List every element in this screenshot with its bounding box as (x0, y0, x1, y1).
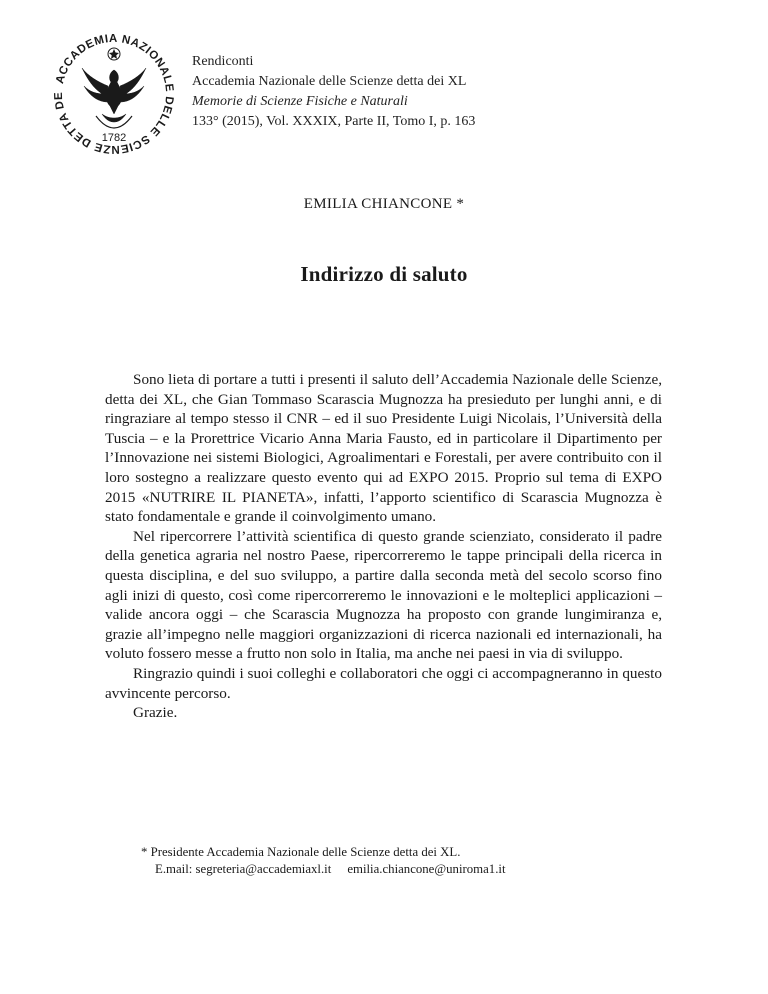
author-name: EMILIA CHIANCONE * (303, 196, 465, 212)
seal-year: 1782 (101, 132, 127, 144)
body-paragraph: Nel ripercorrere l’attività scientifica di questo grande scienziato, considerato il padre della genetica agraria nel nostro Paese, ripercorreremo le tappe principali della ricerca in questa disciplina, e del suo sviluppo, a partire dalla seconda metà del secolo scorso fino agli inizi di questo, così come ripercorreremo le innovazioni e le molteplici applicazioni – valide ancora oggi – che Scarascia Mugnozza ha proposto con grande lungimiranza e, grazie all’impegno nelle maggiori organizzazioni di ricerca nazionali ed internazionali, ha voluto fossero messe a frutto non solo in Italia, ma anche nei paesi in via di sviluppo. (105, 527, 662, 663)
body-paragraph: Sono lieta di portare a tutti i presenti il saluto dell’Accademia Nazionale delle Scienze, detta dei XL, che Gian Tommaso Scarascia Mugnozza ha presieduto per lunghi anni, e di ringraziare al tempo stesso il CNR – ed il suo Presidente Luigi Nicolais, l’Università della Tuscia – e la Prorettrice Vicario Anna Maria Fausto, ed in particolare il Dipartimento per l’Innovazione nei sistemi Biologici, Agroalimentari e Forestali, per avere contribuito con il loro sostegno a realizzare questo evento qui ad EXPO 2015. Proprio sul tema di EXPO 2015 «NUTRIRE IL PIANETA», infatti, l’apporto scientifico di Scarascia Mugnozza è stato fondamentale e grande il coinvolgimento umano. (105, 371, 662, 526)
email-label: E.mail: (155, 862, 193, 876)
header-series: Rendiconti (192, 54, 254, 69)
body-paragraph: Ringrazio quindi i suoi colleghi e collaboratori che oggi ci accompagneranno in questo avvincente percorso. (105, 664, 662, 702)
seal-ring-text: ACCADEMIA NAZIONALE DELLE SCIENZE DETTA DE (52, 32, 176, 156)
header-journal-title: Memorie di Scienze Fisiche e Naturali (192, 94, 408, 109)
header-academy: Accademia Nazionale delle Scienze detta dei XL (192, 74, 467, 89)
email-link-chiancone[interactable]: emilia.chiancone@uniroma1.it (347, 862, 506, 876)
header-citation: 133° (2015), Vol. XXXIX, Parte II, Tomo I, p. 163 (192, 114, 476, 129)
body-paragraph: Grazie. (133, 704, 178, 722)
article-title: Indirizzo di saluto (300, 262, 468, 286)
footnote-affiliation: * Presidente Accademia Nazionale delle Scienze detta dei XL. (141, 845, 461, 859)
footnote (141, 844, 506, 878)
article-body (105, 370, 662, 723)
seal-svg (44, 24, 184, 164)
academy-seal-logo (44, 24, 184, 164)
seal-eagle-icon (82, 68, 146, 128)
footnote-emails (141, 861, 506, 878)
email-link-segreteria[interactable]: segreteria@accademiaxl.it (195, 862, 332, 876)
journal-header (192, 52, 475, 132)
seal-star-icon (108, 48, 120, 60)
